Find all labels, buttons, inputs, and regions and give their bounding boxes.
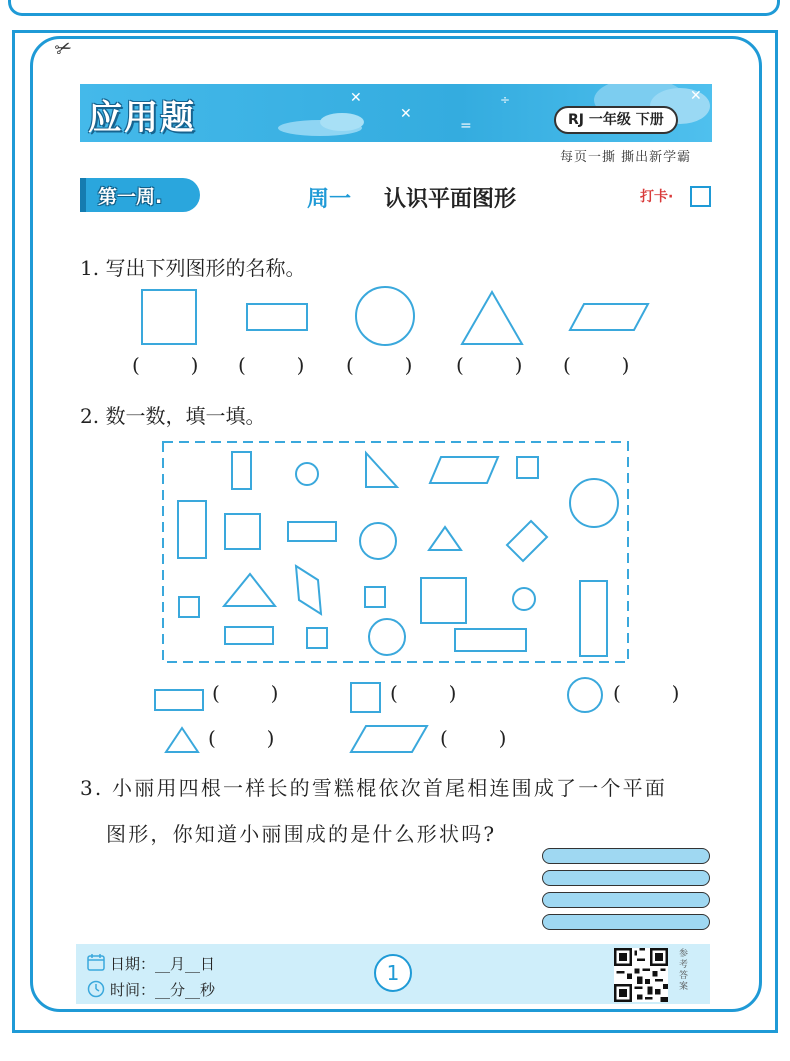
- answer-blank[interactable]: ( ): [563, 353, 630, 377]
- q2-answer-parallelogram: [351, 726, 427, 752]
- q2-shape: [513, 588, 535, 610]
- question-3-line-1: 3. 小丽用四根一样长的雪糕棍依次首尾相连围成了一个平面: [80, 776, 668, 800]
- q2-shape: [507, 521, 547, 561]
- answer-blank[interactable]: ( ): [346, 353, 413, 377]
- svg-text:✕: ✕: [350, 90, 362, 106]
- q2-answer-circle: [568, 678, 602, 712]
- q2-shape: [366, 453, 397, 487]
- question-3-line-2: 图形，你知道小丽围成的是什么形状吗?: [106, 822, 497, 846]
- q2-shape: [178, 501, 206, 558]
- lesson-topic: 认识平面图形: [384, 186, 517, 212]
- q1-square: [142, 290, 196, 344]
- lesson-day: 周一: [307, 186, 352, 212]
- answer-blank[interactable]: ( ): [238, 353, 305, 377]
- q2-shape: [224, 574, 275, 606]
- question-2: 2. 数一数，填一填。: [80, 404, 266, 428]
- page-number: 1: [374, 954, 412, 992]
- answer-blank[interactable]: ( ): [440, 726, 507, 750]
- slogan: 每页一撕 撕出新学霸: [560, 150, 692, 165]
- q1-triangle: [462, 292, 522, 344]
- q2-shape: [570, 479, 618, 527]
- q2-shape: [296, 566, 321, 614]
- svg-text:=: =: [460, 118, 472, 134]
- page-title: 应用题: [88, 98, 196, 138]
- q1-parallelogram: [570, 304, 648, 330]
- answer-blank[interactable]: ( ): [613, 681, 680, 705]
- q2-shape: [421, 578, 466, 623]
- q2-shape: [232, 452, 251, 489]
- q2-shape: [296, 463, 318, 485]
- q1-circle: [356, 287, 414, 345]
- q2-shape: [429, 527, 461, 550]
- checkin-label: 打卡·: [640, 189, 674, 205]
- q2-answer-square: [351, 683, 380, 712]
- answer-blank[interactable]: ( ): [212, 681, 279, 705]
- q2-shape: [225, 514, 260, 549]
- svg-text:÷: ÷: [500, 93, 511, 107]
- time-field[interactable]: 时间：__分__秒: [110, 981, 216, 999]
- svg-text:✕: ✕: [690, 88, 702, 104]
- svg-text:✕: ✕: [400, 106, 412, 122]
- calendar-icon: [86, 952, 106, 972]
- q2-answer-rectangle: [155, 690, 203, 710]
- grade-badge: RJ 一年级 下册: [554, 106, 678, 134]
- q2-answer-triangle: [166, 728, 198, 752]
- qr-code-icon[interactable]: [614, 948, 668, 1002]
- answer-line[interactable]: [542, 870, 710, 886]
- answer-blank[interactable]: ( ): [208, 726, 275, 750]
- q2-shape: [517, 457, 538, 478]
- answer-line[interactable]: [542, 892, 710, 908]
- answer-blank[interactable]: ( ): [132, 353, 199, 377]
- q2-shape: [288, 522, 336, 541]
- q2-shape: [365, 587, 385, 607]
- scissors-icon: ✂: [51, 33, 76, 63]
- answer-blank[interactable]: ( ): [390, 681, 457, 705]
- q2-shape: [225, 627, 273, 644]
- week-label: 第一周.: [98, 186, 163, 208]
- answer-line[interactable]: [542, 914, 710, 930]
- answer-blank[interactable]: ( ): [456, 353, 523, 377]
- q1-rectangle: [247, 304, 307, 330]
- q2-shape: [360, 523, 396, 559]
- answer-reference-label: 参考答案: [677, 948, 687, 992]
- q2-shape: [455, 629, 526, 651]
- footer-bar: [76, 944, 710, 1004]
- q2-shape: [307, 628, 327, 648]
- q2-shape: [179, 597, 199, 617]
- q2-shape: [580, 581, 607, 656]
- date-field[interactable]: 日期：__月__日: [110, 955, 216, 973]
- q2-shape: [369, 619, 405, 655]
- answer-line[interactable]: [542, 848, 710, 864]
- question-1: 1. 写出下列图形的名称。: [80, 256, 306, 280]
- clock-icon: [86, 978, 106, 998]
- q2-shape: [430, 457, 498, 483]
